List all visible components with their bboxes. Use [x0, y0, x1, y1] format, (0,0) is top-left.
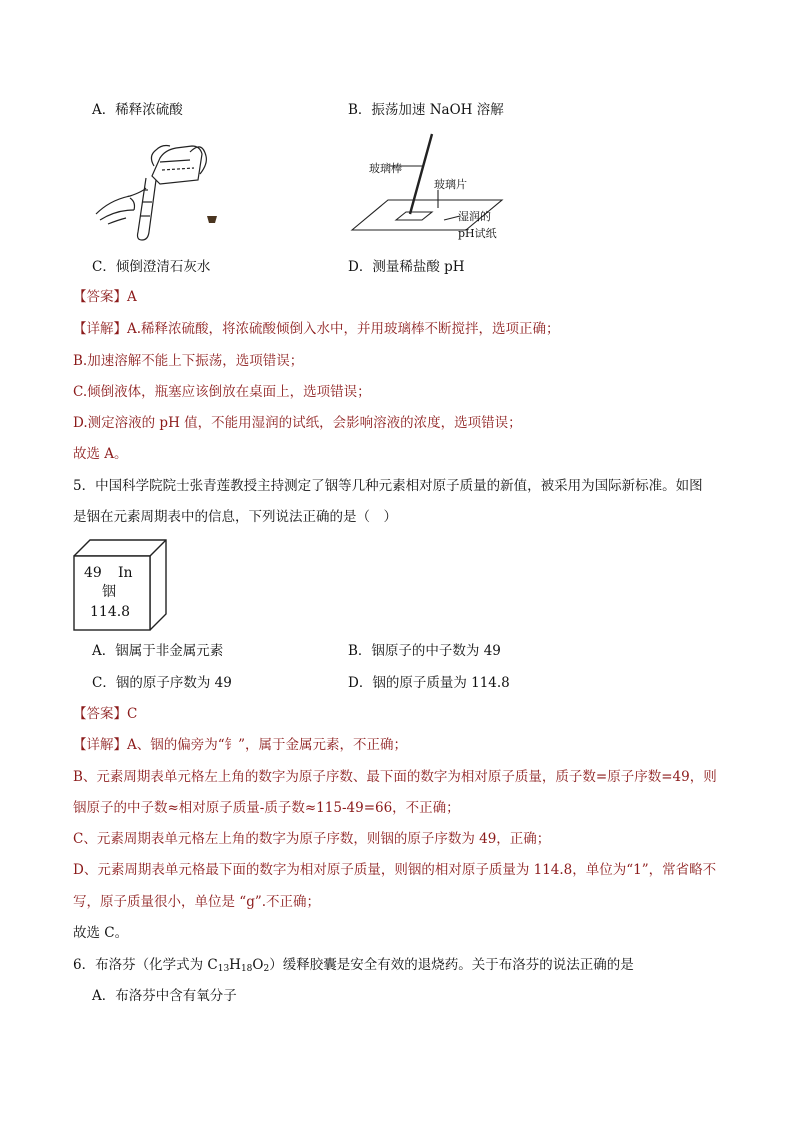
q4-answer: 【答案】A [73, 289, 137, 305]
q6-sub-c: 13 [217, 964, 230, 974]
q5-option-d: D．铟的原子质量为 114.8 [348, 675, 510, 691]
ph-paper-label: pH试纸 [458, 227, 497, 240]
q6-stem [73, 956, 634, 974]
q5-conclusion: 故选 C。 [73, 925, 129, 941]
q5-answer: 【答案】C [73, 706, 138, 722]
q5-detail-line: B、元素周期表单元格左上角的数字为原子序数、最下面的数字为相对原子质量，质子数=原子序数=49，则 [73, 769, 717, 785]
q6-sub-h: 18 [240, 964, 253, 974]
q4-option-d: D．测量稀盐酸 pH [348, 259, 465, 275]
q4-detail-line: C.倾倒液体，瓶塞应该倒放在桌面上，选项错误； [73, 384, 371, 400]
q6-option-a: A．布洛芬中含有氧分子 [92, 988, 237, 1004]
q6-sub-o: 2 [263, 964, 270, 974]
q4-option-c: C．倾倒澄清石灰水 [92, 259, 211, 275]
glass-rod-label: 玻璃棒 [369, 162, 402, 175]
q5-option-c: C．铟的原子序数为 49 [92, 675, 232, 691]
q5-detail-line: D、元素周期表单元格最下面的数字为相对原子质量，则铟的相对原子质量为 114.8，单位为“1”，常省略不 [73, 862, 717, 878]
q4-detail-line: 【详解】A.稀释浓硫酸，将浓硫酸倾倒入水中，并用玻璃棒不断搅拌，选项正确； [73, 321, 560, 337]
pouring-liquid-figure [90, 132, 220, 250]
q4-detail-line: D.测定溶液的 pH 值，不能用湿润的试纸，会影响溶液的浓度，选项错误； [73, 415, 522, 431]
element-number: 49 [84, 565, 102, 581]
q5-detail-line: 写，原子质量很小，单位是 “g”.不正确； [73, 894, 321, 910]
q5-option-b: B．铟原子的中子数为 49 [348, 643, 501, 659]
element-symbol: In [118, 565, 133, 581]
q6-o: O [252, 957, 264, 973]
q4-detail-line: B.加速溶解不能上下振荡，选项错误； [73, 353, 304, 369]
q4-option-b: B．振荡加速 NaOH 溶解 [348, 102, 504, 118]
glass-plate-label: 玻璃片 [434, 178, 467, 191]
element-mass: 114.8 [90, 604, 131, 620]
element-name: 铟 [102, 584, 116, 600]
q6-stem-post: ）缓释胶囊是安全有效的退烧药。关于布洛芬的说法正确的是 [269, 957, 634, 973]
element-cell-indium [72, 538, 168, 634]
wet-paper-label: 湿润的 [458, 210, 491, 223]
q6-stem-pre: 6．布洛芬（化学式为 C [73, 957, 218, 973]
q5-detail-line: 铟原子的中子数≈相对原子质量-质子数≈115-49=66，不正确； [73, 800, 460, 816]
q5-option-a: A．铟属于非金属元素 [92, 643, 224, 659]
q5-stem-line-1: 5．中国科学院院士张青莲教授主持测定了铟等几种元素相对原子质量的新值，被采用为国际新标准。如图 [73, 478, 703, 494]
q5-detail-line: 【详解】A、铟的偏旁为“钅”，属于金属元素，不正确； [73, 737, 408, 753]
q4-conclusion: 故选 A。 [73, 446, 128, 462]
q5-stem-line-2: 是铟在元素周期表中的信息，下列说法正确的是（ ） [73, 509, 397, 525]
q4-option-a: A．稀释浓硫酸 [92, 102, 183, 118]
q5-detail-line: C、元素周期表单元格左上角的数字为原子序数，则铟的原子序数为 49，正确； [73, 831, 551, 847]
q6-h: H [229, 957, 241, 973]
